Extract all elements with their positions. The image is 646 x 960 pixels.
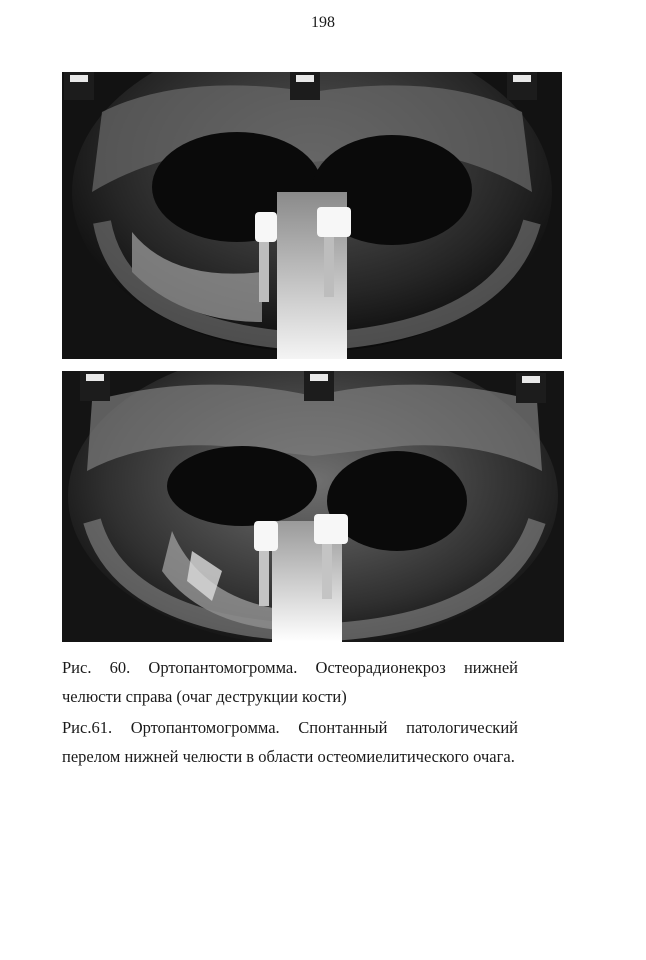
- figure-caption-60: Рис. 60. Ортопантомогромма. Остеорадионекроз нижней челюсти справа (очаг деструкции кости): [62, 658, 518, 706]
- figure-caption-61: Рис.61. Ортопантомогромма. Спонтанный патологический перелом нижней челюсти в области остеомиелитического очага.: [62, 718, 518, 766]
- xray-image-figure-61: [62, 371, 564, 642]
- orthopantomogram-xray-icon: [62, 371, 564, 642]
- orthopantomogram-xray-icon: [62, 72, 562, 359]
- xray-image-figure-60: [62, 72, 562, 359]
- page-number: 198: [311, 14, 335, 31]
